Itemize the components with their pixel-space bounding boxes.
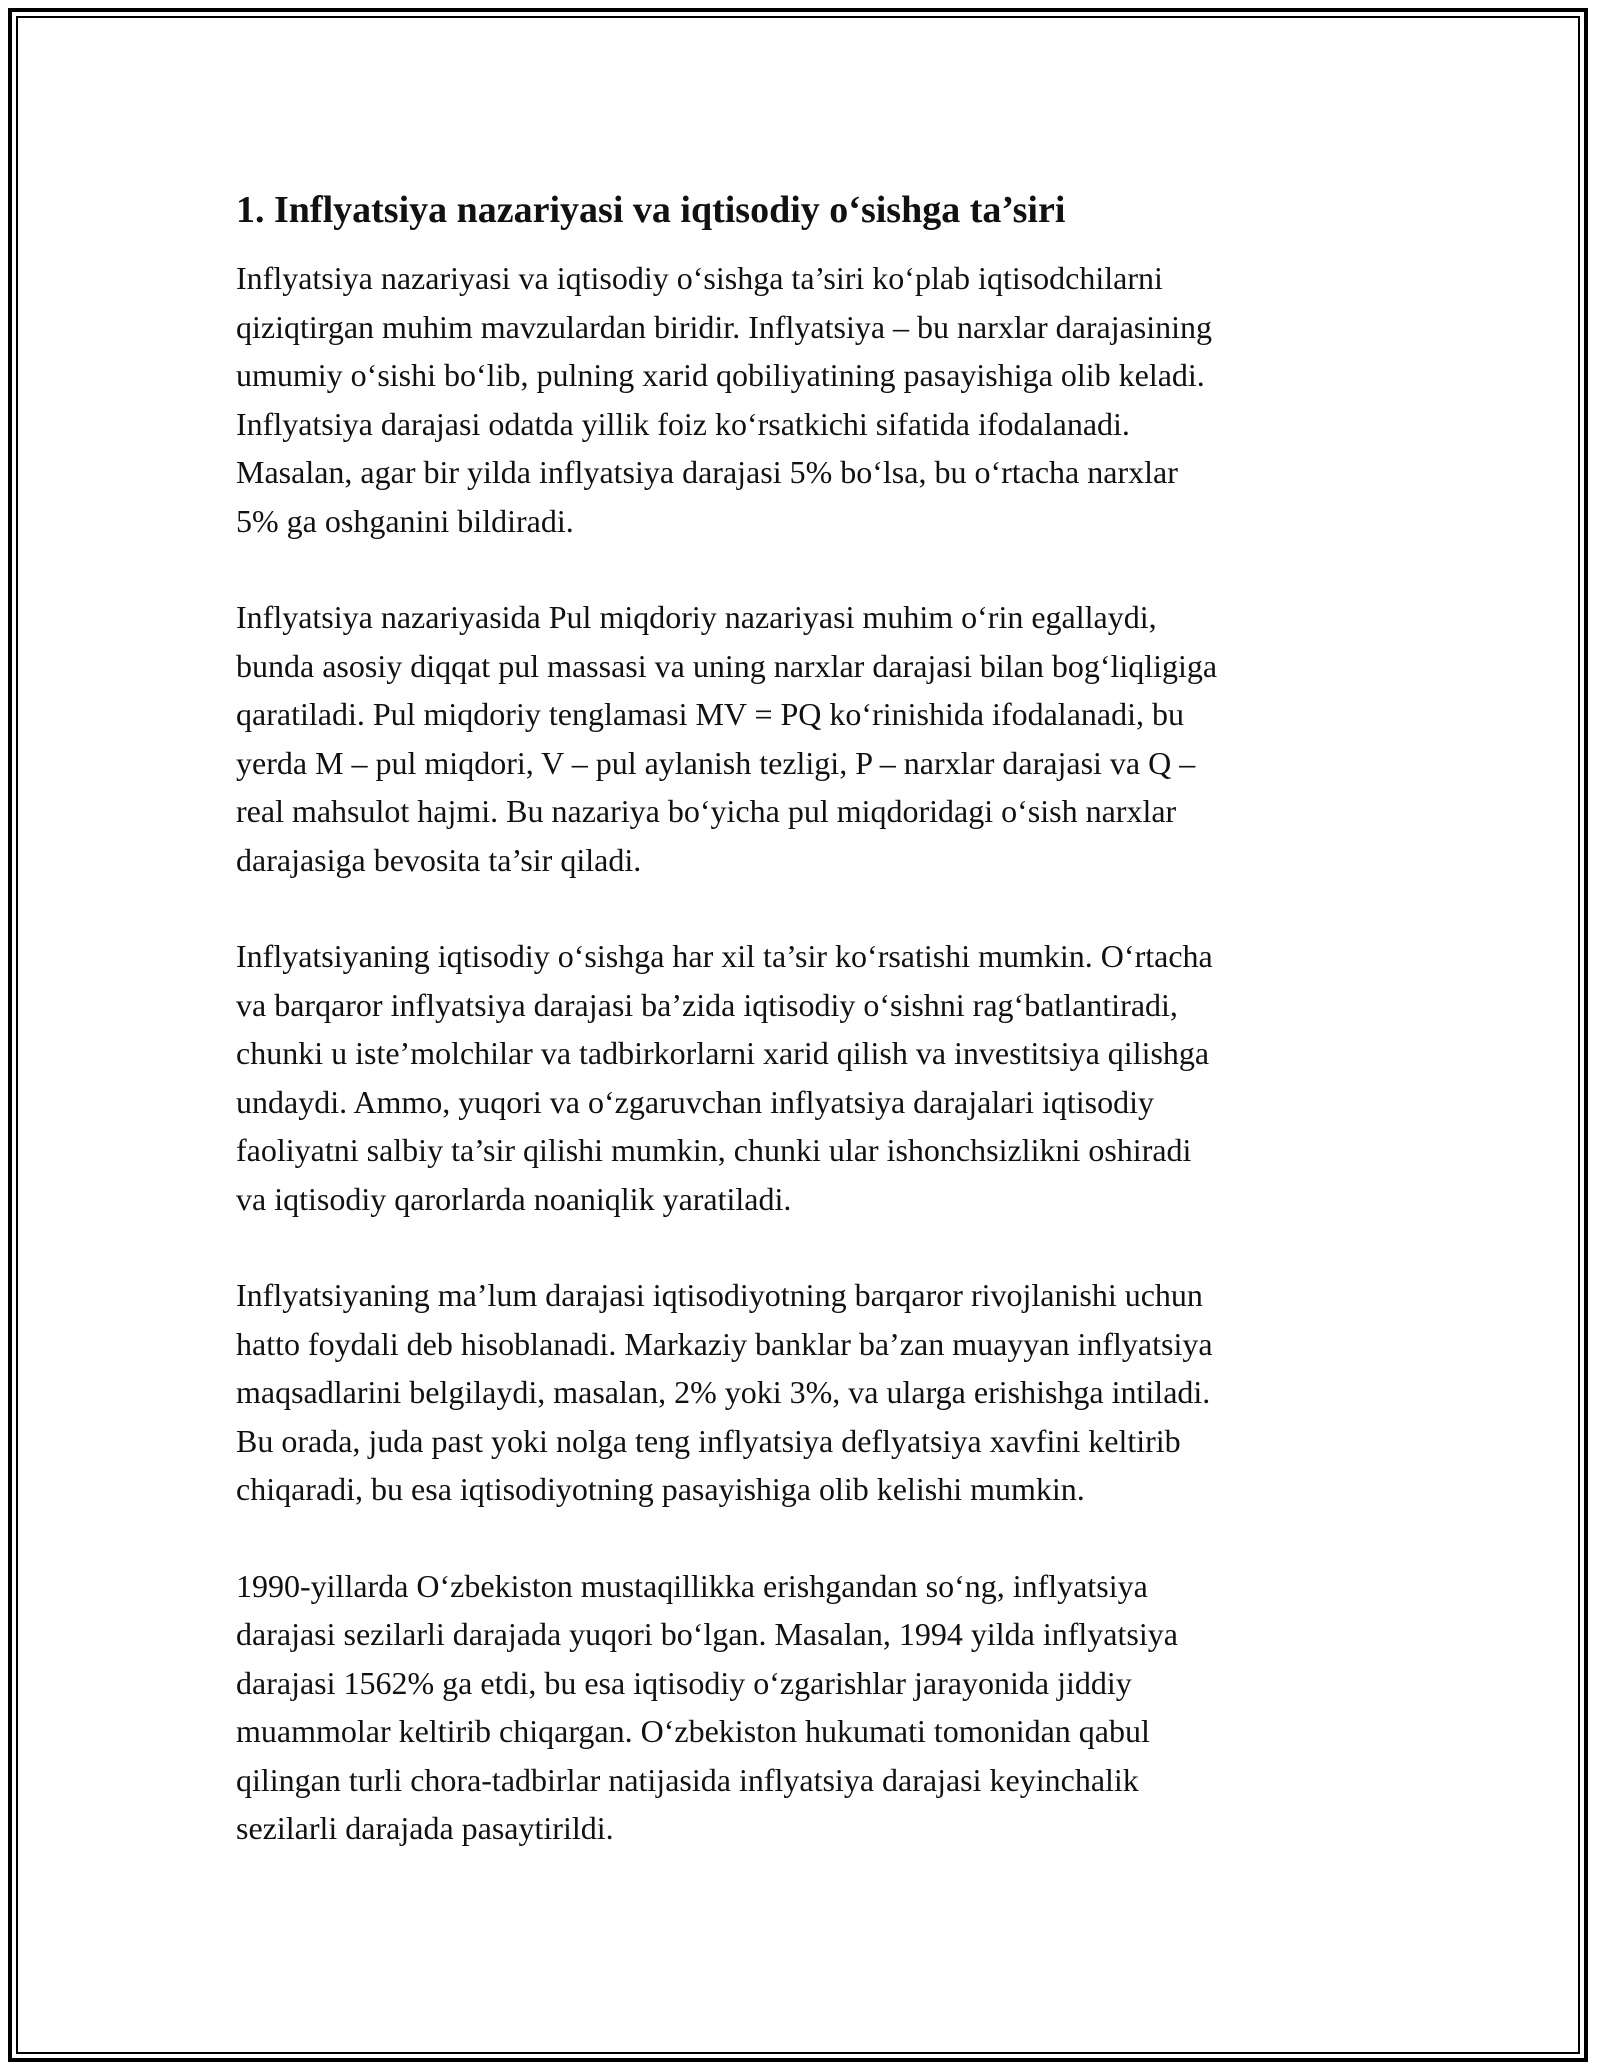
paragraph-quantity-theory [236, 593, 1376, 884]
text-line: qilingan turli chora-tadbirlar natijasida inflyatsiya darajasi keyinchalik [236, 1761, 1139, 1798]
text-line: bunda asosiy diqqat pul massasi va uning narxlar darajasi bilan bog‘liqligiga [236, 647, 1218, 684]
text-line: yerda M – pul miqdori, V – pul aylanish tezligi, P – narxlar darajasi va Q – [236, 744, 1196, 781]
text-line: va iqtisodiy qarorlarda noaniqlik yaratiladi. [236, 1180, 792, 1217]
text-line: undaydi. Ammo, yuqori va o‘zgaruvchan inflyatsiya darajalari iqtisodiy [236, 1083, 1154, 1120]
text-line: chunki u iste’molchilar va tadbirkorlarni xarid qilish va investitsiya qilishga [236, 1035, 1210, 1071]
text-line: Inflyatsiyaning ma’lum darajasi iqtisodiyotning barqaror rivojlanishi uchun [236, 1277, 1203, 1313]
text-line: darajasiga bevosita ta’sir qiladi. [236, 841, 642, 878]
text-line: Inflyatsiya nazariyasida Pul miqdoriy nazariyasi muhim o‘rin egallaydi, [236, 599, 1157, 635]
text-line: 5% ga oshganini bildiradi. [236, 502, 574, 539]
text-line: maqsadlarini belgilaydi, masalan, 2% yoki 3%, va ularga erishishga intiladi. [236, 1374, 1211, 1410]
text-line: Inflyatsiyaning iqtisodiy o‘sishga har xil ta’sir ko‘rsatishi mumkin. O‘rtacha [236, 938, 1213, 974]
text-line: Inflyatsiya nazariyasi va iqtisodiy o‘sishga ta’siri ko‘plab iqtisodchilarni [236, 260, 1163, 296]
text-line: darajasi sezilarli darajada yuqori bo‘lgan. Masalan, 1994 yilda inflyatsiya [236, 1616, 1178, 1652]
text-line: chiqaradi, bu esa iqtisodiyotning pasayishiga olib kelishi mumkin. [236, 1471, 1085, 1507]
paragraph-central-bank-targets [236, 1271, 1376, 1514]
text-line: va barqaror inflyatsiya darajasi ba’zida iqtisodiy o‘sishni rag‘batlantiradi, [236, 986, 1178, 1023]
text-line: Masalan, agar bir yilda inflyatsiya darajasi 5% bo‘lsa, bu o‘rtacha narxlar [236, 454, 1178, 490]
paragraph-uzbekistan-history [236, 1562, 1376, 1853]
text-line: Bu orada, juda past yoki nolga teng inflyatsiya deflyatsiya xavfini keltirib [236, 1422, 1181, 1459]
paragraph-growth-effects [236, 932, 1376, 1223]
document-body [236, 186, 1376, 1901]
paragraph-inflation-definition [236, 254, 1376, 545]
text-line: real mahsulot hajmi. Bu nazariya bo‘yicha pul miqdoridagi o‘sish narxlar [236, 793, 1177, 829]
text-line: darajasi 1562% ga etdi, bu esa iqtisodiy o‘zgarishlar jarayonida jiddiy [236, 1664, 1132, 1701]
text-line: sezilarli darajada pasaytirildi. [236, 1810, 614, 1846]
text-line: Inflyatsiya darajasi odatda yillik foiz ko‘rsatkichi sifatida ifodalanadi. [236, 405, 1130, 442]
text-line: hatto foydali deb hisoblanadi. Markaziy banklar ba’zan muayyan inflyatsiya [236, 1325, 1213, 1362]
text-line: 1990-yillarda O‘zbekiston mustaqillikka erishgandan so‘ng, inflyatsiya [236, 1567, 1148, 1604]
text-line: qiziqtirgan muhim mavzulardan biridir. Inflyatsiya – bu narxlar darajasining [236, 308, 1213, 345]
text-line: umumiy o‘sishi bo‘lib, pulning xarid qobiliyatining pasayishiga olib keladi. [236, 357, 1205, 393]
text-line: muammolar keltirib chiqargan. O‘zbekiston hukumati tomonidan qabul [236, 1713, 1150, 1749]
text-line: faoliyatni salbiy ta’sir qilishi mumkin, chunki ular ishonchsizlikni oshiradi [236, 1132, 1192, 1168]
text-line: qaratiladi. Pul miqdoriy tenglamasi MV = PQ ko‘rinishida ifodalanadi, bu [236, 696, 1184, 732]
section-title: 1. Inflyatsiya nazariyasi va iqtisodiy o‘sishga ta’siri [236, 189, 1066, 231]
